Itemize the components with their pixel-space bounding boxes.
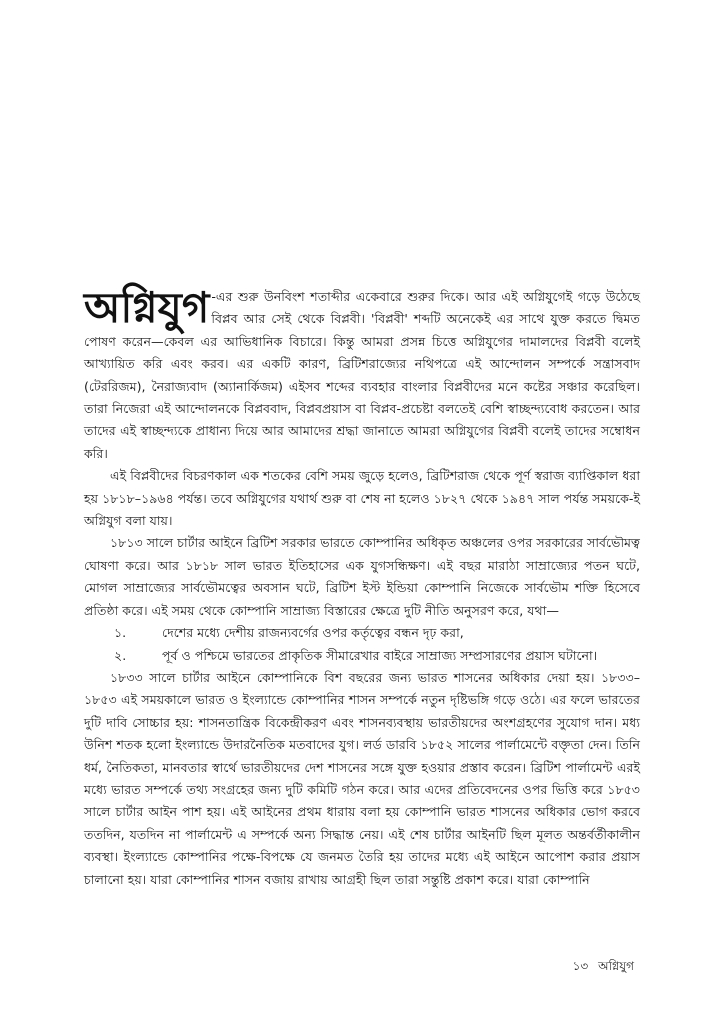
chapter-body xyxy=(84,283,640,891)
page-footer xyxy=(563,958,634,978)
list-number: ২. xyxy=(114,647,127,663)
running-title: অগ্নিযুগ xyxy=(598,959,634,973)
list-text: পূর্ব ও পশ্চিমে ভারতের প্রাকৃতিক সীমারেখার বাইরে সাম্রাজ্য সম্প্রসারণের প্রয়াস ঘটানো। xyxy=(162,647,598,663)
paragraph-4: ১৮৩৩ সালে চার্টার আইনে কোম্পানিকে বিশ বছরের জন্য ভারত শাসনের অধিকার দেয়া হয়। ১৮৩৩–১৮৫৩ এই সময়কালে ভারত ও ইংল্যান্ডে কোম্পানির শাসন সম্পর্কে নতুন দৃষ্টিভঙ্গি গড়ে ওঠে। এর ফলে ভারতের দুটি দাবি সোচ্চার হয়: শাসনতান্ত্রিক বিকেন্দ্রীকরণ এবং শাসনব্যবস্থায় ভারতীয়দের অংশগ্রহণের সুযোগ দান। মধ্য উনিশ শতক হলো ইংল্যান্ডে উদারনৈতিক মতবাদের যুগ। লর্ড ডারবি ১৮৫২ সালের পার্লামেন্টে বক্তৃতা দেন। তিনি ধর্ম, নৈতিকতা, মানবতার স্বার্থে ভারতীয়দের দেশ শাসনের সঙ্গে যুক্ত হওয়ার প্রস্তাব করেন। ব্রিটিশ পার্লামেন্ট এরই মধ্যে ভারত সম্পর্কে তথ্য সংগ্রহের জন্য দুটি কমিটি গঠন করে। আর এদের প্রতিবেদনের ওপর ভিত্তি করে ১৮৫৩ সালে চার্টার আইন পাশ হয়। এই আইনের প্রথম ধারায় বলা হয় কোম্পানি ভারত শাসনের অধিকার ভোগ করবে ততদিন, যতদিন না পার্লামেন্ট এ সম্পর্কে অন্য সিদ্ধান্ত নেয়। এই শেষ চার্টার আইনটি ছিল মূলত অন্তর্বর্তীকালীন ব্যবস্থা। ইংল্যান্ডে কোম্পানির পক্ষে-বিপক্ষে যে জনমত তৈরি হয় তাদের মধ্যে এই আইনে আপোশ করার প্রয়াস চালানো হয়। যারা কোম্পানির শাসন বজায় রাখায় আগ্রহী ছিল তারা সন্তুষ্টি প্রকাশ করে। যারা কোম্পানি xyxy=(84,669,640,887)
paragraph-1-text: -এর শুরু উনবিংশ শতাব্দীর একেবারে শুরুর দিকে। আর এই অগ্নিযুগেই গড়ে উঠেছে বিপ্লব আর সেই থেকে বিপ্লবী। 'বিপ্লবী' শব্দটি অনেকেই এর সাথে যুক্ত করতে দ্বিমত পোষণ করেন—কেবল এর আভিধানিক বিচারে। কিন্তু আমরা প্রসন্ন চিত্তে অগ্নিযুগের দামালদের বিপ্লবী বলেই আখ্যায়িত করি এবং করব। এর একটি কারণ, ব্রিটিশরাজ্যের নথিপত্রে এই আন্দোলন সম্পর্কে সন্ত্রাসবাদ (টেররিজম), নৈরাজ্যবাদ (অ্যানার্কিজম) এইসব শব্দের ব্যবহার বাংলার বিপ্লবীদের মনে কষ্টের সঞ্চার করেছিল। তারা নিজেরা এই আন্দোলনকে বিপ্লববাদ, বিপ্লবপ্রয়াস বা বিপ্লব-প্রচেষ্টা বলতেই বেশি স্বাচ্ছন্দ্যবোধ করতেন। আর তাদের এই স্বাচ্ছন্দ্যকে প্রাধান্য দিয়ে আর আমাদের শ্রদ্ধা জানাতে আমরা অগ্নিযুগের বিপ্লবী বলেই তাদের সম্বোধন করি। xyxy=(84,289,640,461)
list-item xyxy=(84,622,640,644)
drop-cap-title: অগ্নিযুগ xyxy=(84,283,210,332)
paragraph-3: ১৮১৩ সালে চার্টার আইনে ব্রিটিশ সরকার ভারতে কোম্পানির অধিকৃত অঞ্চলের ওপর সরকারের সার্বভৌমত্ব ঘোষণা করে। আর ১৮১৮ সাল ভারত ইতিহাসের এক যুগসন্ধিক্ষণ। এই বছর মারাঠা সাম্রাজ্যের পতন ঘটে, মোগল সাম্রাজ্যের সার্বভৌমত্বের অবসান ঘটে, ব্রিটিশ ইস্ট ইন্ডিয়া কোম্পানি নিজেকে সার্বভৌম শক্তি হিসেবে প্রতিষ্ঠা করে। এই সময় থেকে কোম্পানি সাম্রাজ্য বিস্তারের ক্ষেত্রে দুটি নীতি অনুসরণ করে, যথা— xyxy=(84,535,640,618)
paragraph-2: এই বিপ্লবীদের বিচরণকাল এক শতকের বেশি সময় জুড়ে হলেও, ব্রিটিশরাজ থেকে পূর্ণ স্বরাজ ব্যাপ্তিকাল ধরা হয় ১৮১৮–১৯৬৪ পর্যন্ত। তবে অগ্নিযুগের যথার্থ শুরু বা শেষ না হলেও ১৮২৭ থেকে ১৯৪৭ সাল পর্যন্ত সময়কে-ই অগ্নিযুগ বলা যায়। xyxy=(84,468,640,529)
list-text: দেশের মধ্যে দেশীয় রাজন্যবর্গের ওপর কর্তৃত্বের বন্ধন দৃঢ় করা, xyxy=(162,625,464,641)
list-item xyxy=(84,645,640,667)
list-number: ১. xyxy=(114,625,127,641)
page-number: ১৩ xyxy=(572,959,589,973)
paragraph-1 xyxy=(84,283,640,465)
